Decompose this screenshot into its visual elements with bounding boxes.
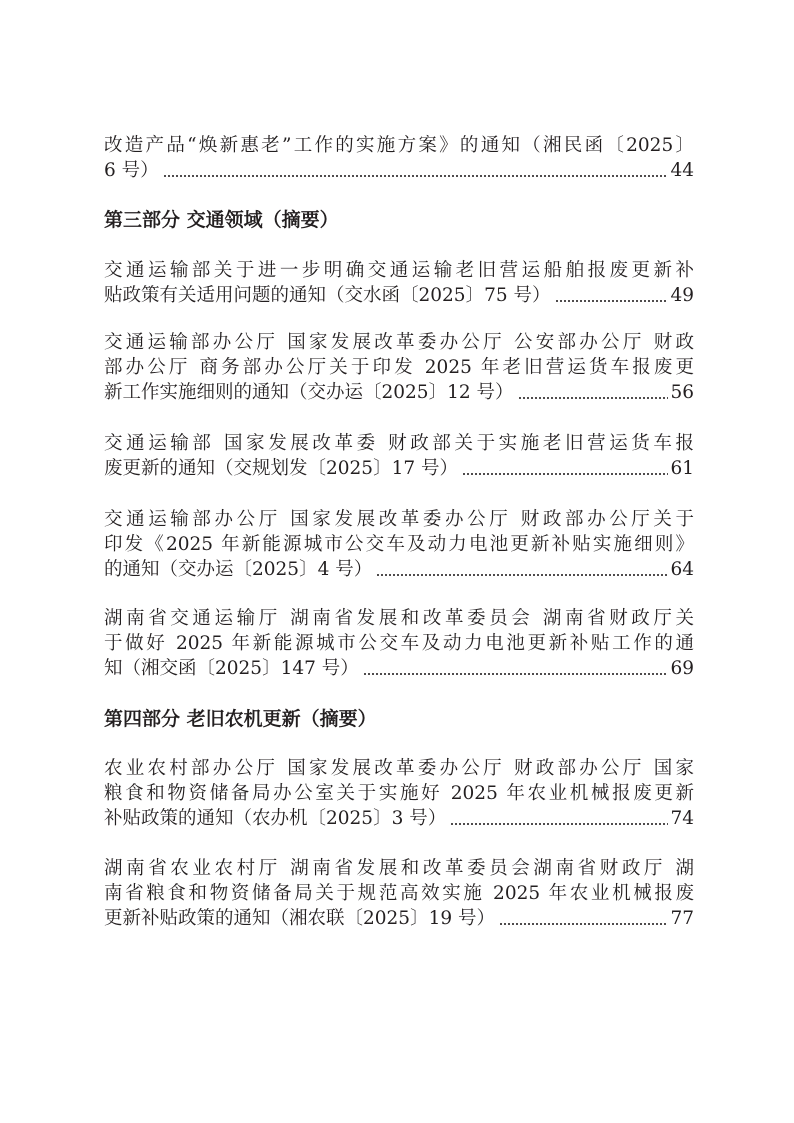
toc-entry-last-line <box>104 806 694 831</box>
toc-entry-text: 交通运输部办公厅 国家发展改革委办公厅 公安部办公厅 财政 <box>104 332 694 353</box>
toc-entry-text: 废更新的通知（交规划发〔2025〕17 号） <box>104 458 459 479</box>
section-heading: 第三部分 交通领域（摘要） <box>104 209 339 231</box>
toc-entry-text: 6 号） <box>104 160 159 181</box>
toc-entry[interactable] <box>104 258 694 308</box>
toc-entry-last-line <box>104 557 694 582</box>
toc-entry-text: 印发《2025 年新能源城市公交车及动力电池更新补贴实施细则》 <box>104 534 694 555</box>
toc-entry-text: 于做好 2025 年新能源城市公交车及动力电池更新补贴工作的通 <box>104 633 694 654</box>
toc-entry-text: 新工作实施细则的通知（交办运〔2025〕12 号） <box>104 382 514 403</box>
dot-leader <box>555 300 669 302</box>
dot-leader <box>376 574 668 576</box>
page-number: 64 <box>670 559 694 580</box>
toc-entry-text: 湖南省农业农村厅 湖南省发展和改革委员会湖南省财政厅 湖 <box>104 858 694 879</box>
toc-entry[interactable] <box>104 133 694 183</box>
dot-leader <box>462 473 668 475</box>
dot-leader <box>450 823 668 825</box>
toc-entry-last-line <box>104 656 694 681</box>
toc-entry[interactable] <box>104 756 694 831</box>
dot-leader <box>518 397 669 399</box>
toc-entry-text: 补贴政策的通知（农办机〔2025〕3 号） <box>104 808 447 829</box>
toc-entry-text: 的通知（交办运〔2025〕4 号） <box>104 559 373 580</box>
toc-entry[interactable] <box>104 856 694 931</box>
toc-entry-last-line <box>104 158 694 183</box>
toc-entry-text: 农业农村部办公厅 国家发展改革委办公厅 财政部办公厅 国家 <box>104 758 694 779</box>
page-number: 49 <box>670 285 694 306</box>
toc-entry-text: 湖南省交通运输厅 湖南省发展和改革委员会 湖南省财政厅关 <box>104 608 694 629</box>
section-heading: 第四部分 老旧农机更新（摘要） <box>104 708 377 730</box>
toc-entry-last-line <box>104 456 694 481</box>
toc-entry-text: 贴政策有关适用问题的通知（交水函〔2025〕75 号） <box>104 285 551 306</box>
page-number: 61 <box>670 458 694 479</box>
page-number: 44 <box>670 160 694 181</box>
toc-entry-text: 部办公厅 商务部办公厅关于印发 2025 年老旧营运货车报废更 <box>104 357 694 378</box>
page-number: 56 <box>670 382 694 403</box>
toc-entry-text: 粮食和物资储备局办公室关于实施好 2025 年农业机械报废更新 <box>104 783 694 804</box>
toc-entry-text: 南省粮食和物资储备局关于规范高效实施 2025 年农业机械报废 <box>104 883 694 904</box>
toc-entry[interactable] <box>104 507 694 582</box>
toc-entry-last-line <box>104 283 694 308</box>
toc-entry-text: 知（湘交函〔2025〕147 号） <box>104 658 359 679</box>
page-number: 69 <box>670 658 694 679</box>
toc-entry-text: 交通运输部关于进一步明确交通运输老旧营运船舶报废更新补 <box>104 260 694 281</box>
toc-entry[interactable] <box>104 431 694 481</box>
toc-entry-text: 改造产品“焕新惠老”工作的实施方案》的通知（湘民函〔2025〕 <box>104 135 694 156</box>
toc-entry-text: 交通运输部 国家发展改革委 财政部关于实施老旧营运货车报 <box>104 433 694 454</box>
page-number: 77 <box>670 908 694 929</box>
dot-leader <box>163 175 669 177</box>
page-number: 74 <box>670 808 694 829</box>
toc-entry-last-line <box>104 906 694 931</box>
dot-leader <box>363 673 669 675</box>
toc-entry-text: 交通运输部办公厅 国家发展改革委办公厅 财政部办公厅关于 <box>104 509 694 530</box>
dot-leader <box>499 923 668 925</box>
toc-entry-last-line <box>104 380 694 405</box>
toc-entry[interactable] <box>104 606 694 681</box>
toc-entry[interactable] <box>104 330 694 405</box>
toc-entry-text: 更新补贴政策的通知（湘农联〔2025〕19 号） <box>104 908 496 929</box>
